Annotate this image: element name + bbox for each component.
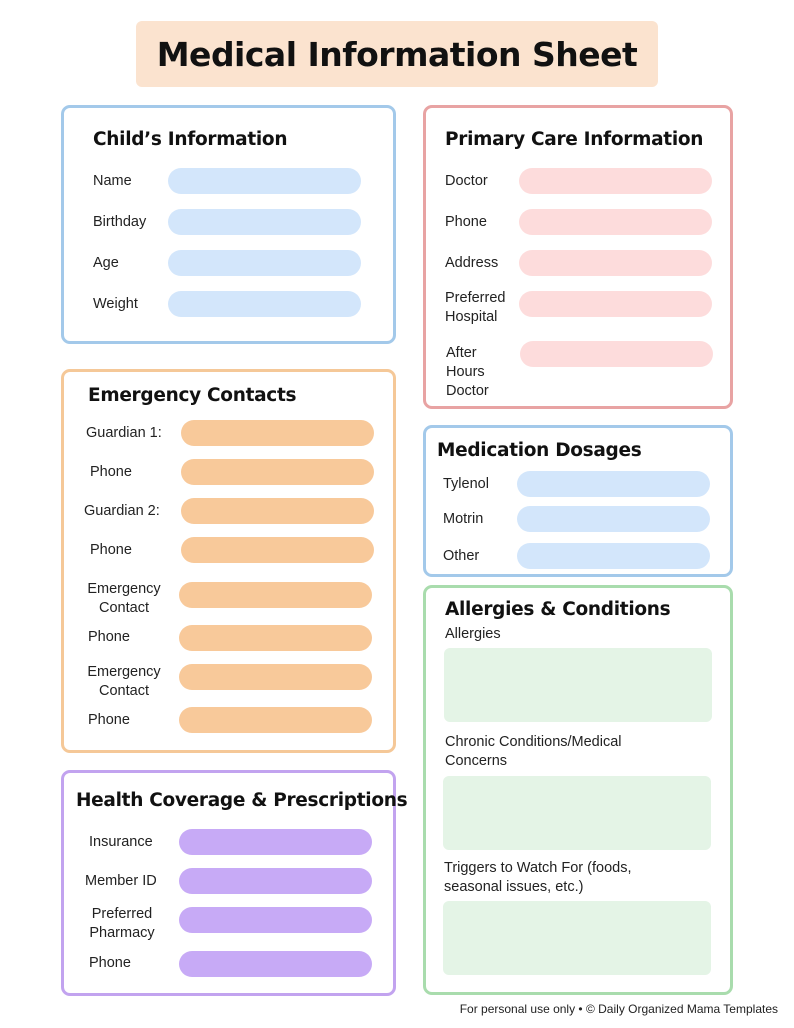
- allergies-field[interactable]: [444, 648, 712, 722]
- child-info-card: [61, 105, 396, 344]
- label-line: After: [446, 345, 477, 361]
- label-preferred-pharmacy: [82, 905, 162, 943]
- allergies-heading: Allergies & Conditions: [445, 599, 671, 620]
- allergies-card: [423, 585, 733, 995]
- emergency-contact-1-phone-field[interactable]: [179, 625, 372, 651]
- label-line: Allergies: [445, 626, 501, 642]
- weight-field[interactable]: [168, 291, 361, 317]
- label-address: Address: [445, 255, 499, 271]
- guardian-2-field[interactable]: [181, 498, 374, 524]
- tylenol-field[interactable]: [517, 471, 710, 497]
- doctor-field[interactable]: [519, 168, 712, 194]
- triggers-label: [444, 859, 631, 897]
- primary-care-heading: Primary Care Information: [445, 129, 704, 150]
- label-line: Emergency: [87, 664, 161, 680]
- label-phone: Phone: [90, 464, 132, 480]
- allergies-label: [445, 625, 501, 644]
- label-guardian-1: Guardian 1:: [86, 425, 162, 441]
- footer-copyright: For personal use only • © Daily Organized Mama Templates: [459, 1002, 778, 1016]
- label-name: Name: [93, 173, 132, 189]
- label-emergency-contact-2: [83, 663, 165, 701]
- birthday-field[interactable]: [168, 209, 361, 235]
- label-other: Other: [443, 548, 480, 564]
- child-info-heading: Child’s Information: [93, 129, 288, 150]
- label-after-hours-doctor: [446, 344, 489, 401]
- label-phone: Phone: [445, 214, 487, 230]
- label-insurance: Insurance: [89, 834, 153, 850]
- chronic-conditions-label: [445, 733, 622, 771]
- label-guardian-2: Guardian 2:: [84, 503, 160, 519]
- pharmacy-phone-field[interactable]: [179, 951, 372, 977]
- guardian-2-phone-field[interactable]: [181, 537, 374, 563]
- guardian-1-phone-field[interactable]: [181, 459, 374, 485]
- page-title: Medical Information Sheet: [156, 34, 638, 74]
- medication-heading: Medication Dosages: [437, 440, 642, 461]
- label-line: Preferred: [445, 290, 506, 306]
- label-line: Hospital: [445, 309, 498, 325]
- medication-card: [423, 425, 733, 577]
- label-line: seasonal issues, etc.): [444, 879, 584, 895]
- doctor-phone-field[interactable]: [519, 209, 712, 235]
- triggers-field[interactable]: [443, 901, 711, 975]
- emergency-contact-1-field[interactable]: [179, 582, 372, 608]
- label-phone: Phone: [90, 542, 132, 558]
- label-tylenol: Tylenol: [443, 476, 489, 492]
- label-line: Doctor: [446, 383, 489, 399]
- label-weight: Weight: [93, 296, 138, 312]
- label-member-id: Member ID: [85, 873, 157, 889]
- label-phone: Phone: [88, 629, 130, 645]
- label-line: Chronic Conditions/Medical: [445, 734, 622, 750]
- guardian-1-field[interactable]: [181, 420, 374, 446]
- after-hours-doctor-field[interactable]: [520, 341, 713, 367]
- emergency-contact-2-field[interactable]: [179, 664, 372, 690]
- health-coverage-heading: Health Coverage & Prescriptions: [76, 790, 408, 811]
- label-line: Preferred: [91, 906, 153, 922]
- label-line: Contact: [99, 683, 149, 699]
- label-line: Emergency: [87, 581, 161, 597]
- preferred-hospital-field[interactable]: [519, 291, 712, 317]
- label-line: Triggers to Watch For (foods,: [444, 860, 632, 876]
- label-age: Age: [93, 255, 119, 271]
- label-line: Hours: [446, 364, 485, 380]
- emergency-heading: Emergency Contacts: [88, 385, 297, 406]
- title-banner: [136, 21, 658, 87]
- other-medication-field[interactable]: [517, 543, 710, 569]
- emergency-contacts-card: [61, 369, 396, 753]
- insurance-field[interactable]: [179, 829, 372, 855]
- emergency-contact-2-phone-field[interactable]: [179, 707, 372, 733]
- motrin-field[interactable]: [517, 506, 710, 532]
- health-coverage-card: [61, 770, 408, 996]
- address-field[interactable]: [519, 250, 712, 276]
- age-field[interactable]: [168, 250, 361, 276]
- member-id-field[interactable]: [179, 868, 372, 894]
- label-preferred-hospital: [445, 289, 505, 327]
- label-doctor: Doctor: [445, 173, 488, 189]
- chronic-conditions-field[interactable]: [443, 776, 711, 850]
- label-line: Contact: [99, 600, 149, 616]
- label-line: Pharmacy: [89, 925, 155, 941]
- label-birthday: Birthday: [93, 214, 147, 230]
- label-phone: Phone: [89, 955, 131, 971]
- preferred-pharmacy-field[interactable]: [179, 907, 372, 933]
- label-line: Concerns: [445, 753, 508, 769]
- label-emergency-contact-1: [83, 580, 165, 618]
- primary-care-card: [423, 105, 733, 409]
- name-field[interactable]: [168, 168, 361, 194]
- label-motrin: Motrin: [443, 511, 484, 527]
- label-phone: Phone: [88, 712, 130, 728]
